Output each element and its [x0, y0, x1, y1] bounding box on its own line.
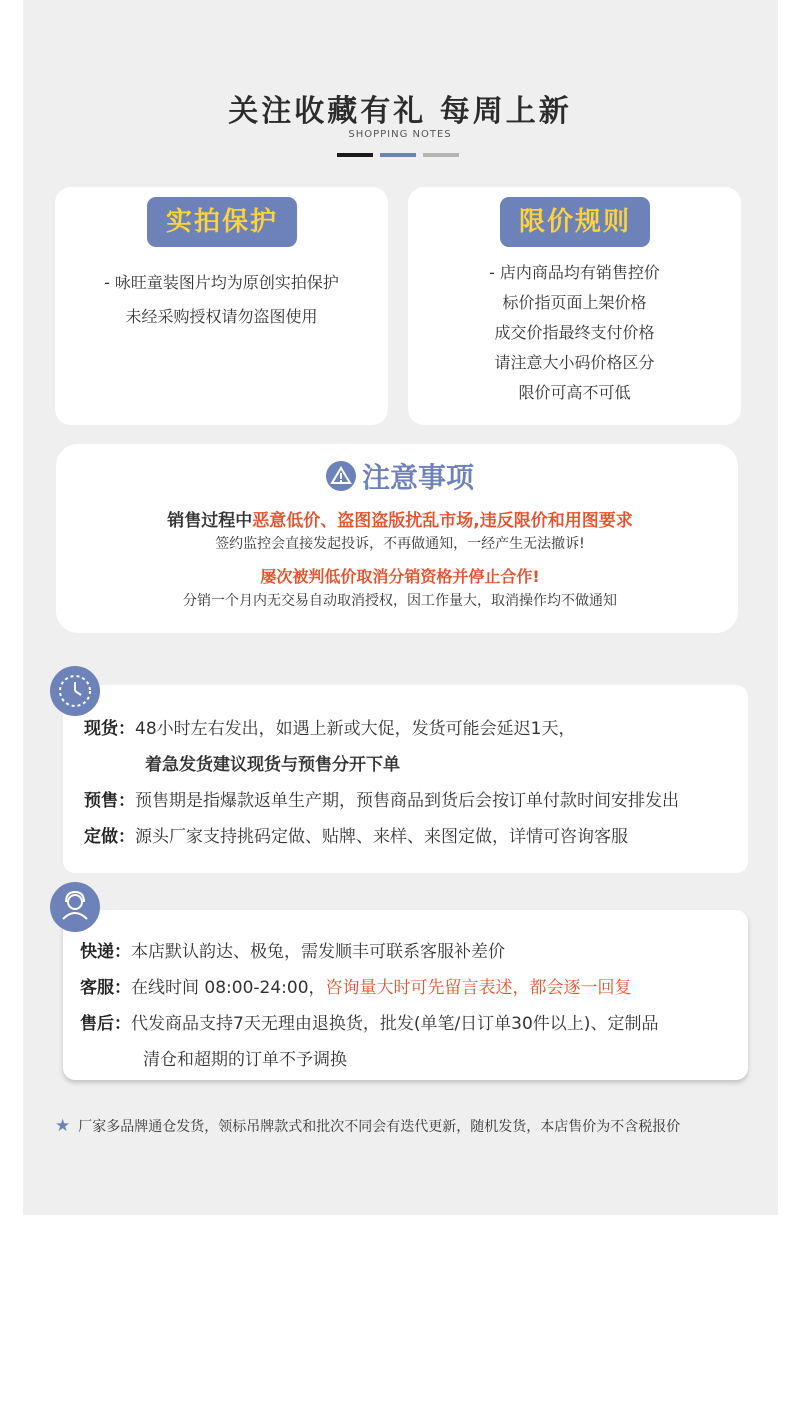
after-row — [80, 1009, 658, 1034]
spot-row — [84, 714, 575, 739]
divider-gray — [423, 153, 459, 157]
notice-line-2: 签约监控会直接发起投诉，不再做通知，一经产生无法撤诉! — [215, 536, 585, 552]
express-text: 本店默认韵达、极兔，需发顺丰可联系客服补差价 — [131, 942, 505, 962]
presale-text: 预售期是指爆款返单生产期，预售商品到货后会按订单付款时间安排发出 — [135, 791, 679, 811]
divider-black — [337, 153, 373, 157]
express-label: 快递： — [80, 942, 131, 962]
warning-icon — [326, 461, 356, 491]
price-line: 请注意大小码价格区分 — [494, 353, 655, 372]
customer-service-icon — [50, 882, 100, 932]
notice-line-1 — [0, 506, 800, 531]
page-subtitle: SHOPPING NOTES — [348, 129, 452, 140]
notice-title: 注意事项 — [361, 461, 474, 494]
price-line: 成交价指最终支付价格 — [494, 323, 655, 342]
footer-text: 厂家多品牌通仓发货，领标吊牌款式和批次不同会有迭代更新，随机发货，本店售价为不含税报价 — [78, 1119, 681, 1135]
cs-row — [80, 973, 632, 998]
presale-label: 预售： — [84, 791, 135, 811]
notice-line-4: 分销一个月内无交易自动取消授权，因工作量大，取消操作均不做通知 — [183, 593, 617, 609]
spot-text: 48小时左右发出，如遇上新或大促，发货可能会延迟1天， — [135, 719, 576, 739]
price-line: 标价指页面上架价格 — [502, 293, 647, 312]
after-label: 售后： — [80, 1014, 131, 1034]
notice-line-1-prefix: 销售过程中 — [167, 511, 253, 531]
after-row-2: 清仓和超期的订单不予调换 — [143, 1050, 347, 1070]
spot-label: 现货： — [84, 719, 135, 739]
price-rule-card — [408, 187, 741, 425]
notice-line-3: 屡次被判低价取消分销资格并停止合作! — [260, 567, 540, 586]
custom-row — [84, 822, 628, 847]
footer-note — [55, 1116, 680, 1136]
price-rule-badge: 限价规则 — [500, 197, 650, 247]
presale-row — [84, 786, 679, 811]
price-line: 限价可高不可低 — [518, 383, 631, 402]
express-row — [80, 937, 505, 962]
photo-protection-text — [55, 266, 388, 334]
clock-icon — [50, 666, 100, 716]
spot-red-row: 着急发货建议现货与预售分开下单 — [145, 755, 400, 775]
cs-label: 客服： — [80, 978, 131, 998]
cs-text: 在线时间 08:00-24:00， — [131, 978, 326, 998]
photo-protection-card — [55, 187, 388, 425]
custom-text: 源头厂家支持挑码定做、贴牌、来样、来图定做，详情可咨询客服 — [135, 827, 628, 847]
price-line: - 店内商品均有销售控价 — [489, 263, 660, 282]
page-title: 关注收藏有礼 每周上新 — [228, 94, 572, 129]
custom-label: 定做： — [84, 827, 135, 847]
after-text-1: 代发商品支持7天无理由退换货，批发(单笔/日订单30件以上)、定制品 — [131, 1014, 659, 1034]
notice-heading — [0, 456, 800, 496]
photo-line: 未经采购授权请勿盗图使用 — [125, 307, 318, 326]
divider-blue — [380, 153, 416, 157]
cs-red: 咨询量大时可先留言表述，都会逐一回复 — [325, 978, 632, 998]
price-rule-text — [408, 258, 741, 408]
notice-line-1-red: 恶意低价、盗图盗版扰乱市场,违反限价和用图要求 — [252, 511, 633, 531]
photo-protection-badge: 实拍保护 — [147, 197, 297, 247]
photo-line: - 咏旺童装图片均为原创实拍保护 — [104, 273, 339, 292]
star-icon: ★ — [55, 1116, 71, 1136]
